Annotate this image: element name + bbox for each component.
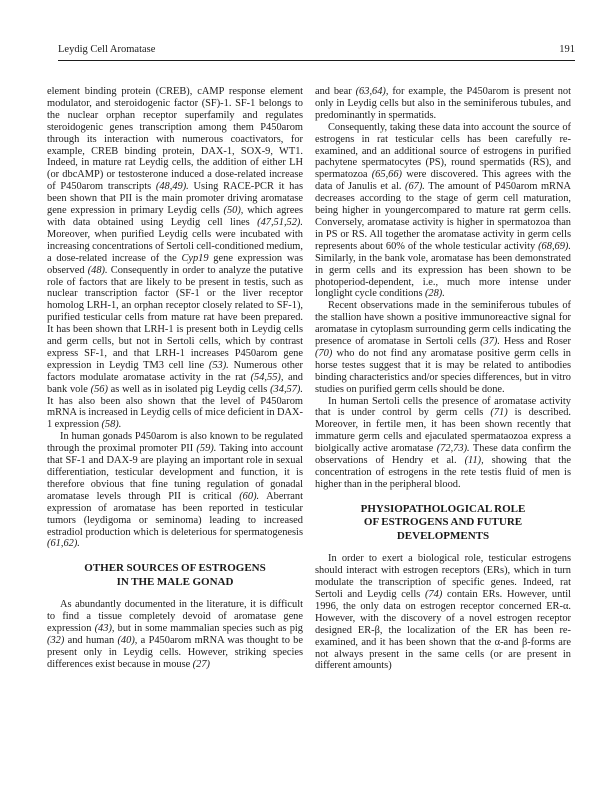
citation: (43), bbox=[94, 623, 115, 635]
text-run: In order to exert a biological role, testicular estrogens should interact with estrogen receptors (ERs), which in turn modulate the transcription of specific genes. Indeed, rat Sertoli and Leydig cells bbox=[315, 553, 571, 601]
citation: (40), bbox=[117, 635, 138, 647]
text-run: In human gonads P450arom is also known to be regulated through the proximal promoter PII bbox=[47, 431, 303, 455]
text-run: is described. Moreover, in fertile men, it has been shown recently that immature germ cells and ejaculated spermataozoa express a biolgically active aromatase bbox=[315, 407, 572, 455]
citation: (37). bbox=[480, 336, 500, 348]
citation: (67). bbox=[404, 181, 425, 193]
section-heading: PHYSIOPATHOLOGICAL ROLE OF ESTROGENS AND FUTURE DEVELOPMENTS bbox=[360, 502, 526, 542]
citation: (28). bbox=[424, 288, 445, 300]
text-run: In human Sertoli cells the presence of aromatase activity that is under control by germ cells bbox=[315, 395, 571, 419]
text-run: element binding protein (CREB), cAMP response element modulator, and steroidogenic factor (SF)-1. SF-1 belongs to the nuclear orphan receptor superfamily and regulates steroidogenic genes transcription among them P450arom through its interaction with numerous coactivators, for example, CREB binding protein, DAX-1, SOX-9, WT1. Indeed, in mature rat Leydig cells, the addition of either LH (or dbcAMP) or testosterone induced a dose-related increase of P450arom transcripts bbox=[47, 86, 303, 193]
paragraph bbox=[47, 431, 303, 550]
paragraph bbox=[315, 553, 571, 672]
text-run: As abundantly documented in the literature, it is difficult to find a tissue completely devoid of aromatase gene expression bbox=[47, 599, 303, 635]
citation: (54,55), bbox=[250, 371, 284, 383]
citation: (48). bbox=[87, 264, 108, 276]
body-columns bbox=[47, 86, 571, 672]
text-run: These data confirm the observations of Hendry et al. bbox=[315, 443, 571, 467]
text-run: Consequently, taking these data into account the source of estrogens in rat testicular cells has been carefully re-examined, and an additional source of estrogens in purified pachytene spermatocytes (PS), round spermatids (RS), and spermatozoa bbox=[315, 121, 571, 181]
text-run: Consequently in order to analyze the putative role of factors that are likely to be present in testis, such as nuclear transcription factor (SF-1 or the liver receptor homolog LRH-1, an orphan receptor closely related to SF-1), purified testicular cells from mature rat have been prepared. It has been shown that LRH-1 is present both in Leydig cells and germ cells, but not in Sertoli cells, which by contrast express SF-1, and that LRH-1 increases P450arom gene expression in Leydig TM3 cell line bbox=[47, 264, 303, 371]
text-run: and bank vole bbox=[47, 371, 304, 395]
text-run: gene expression was observed bbox=[47, 252, 303, 276]
text-run: who do not find any aromatase positive germ cells in horse testes suggest that it is may be related to antibodies binding characteristics and/or species differences, but in vitro studies on purified germ cells should be done. bbox=[315, 347, 571, 395]
citation: (50), bbox=[223, 205, 244, 217]
paragraph bbox=[315, 300, 571, 395]
citation: (53). bbox=[208, 359, 229, 371]
citation: (48,49). bbox=[155, 181, 189, 193]
text-run: and human bbox=[64, 635, 118, 647]
citation: (59). bbox=[196, 443, 217, 455]
citation: (68,69). bbox=[538, 240, 571, 252]
citation: (65,66) bbox=[371, 169, 403, 181]
citation: (27) bbox=[192, 658, 210, 670]
page-number: 191 bbox=[559, 44, 575, 55]
citation: (34,57). bbox=[270, 383, 303, 395]
paragraph bbox=[315, 122, 571, 301]
citation: (63,64), bbox=[355, 86, 389, 97]
citation: (47,51,52). bbox=[257, 216, 303, 228]
paragraph bbox=[315, 86, 571, 122]
paragraph bbox=[47, 599, 303, 670]
text-run: showing that the concentration of estrogens in the rete testis fluid of men is higher than in the peripheral blood. bbox=[315, 455, 571, 490]
citation: Cyp19 bbox=[181, 252, 209, 264]
text-run: The amount of P450arom mRNA decreases according to the stage of germ cell maturation, being higher in youngercompared to mature rat germ cells. Conversely, aromatase activity is higher in spermatozoa than in PS or RS. All together the aromatase activity in germ cells represents about 60% of the whole testicular activity bbox=[315, 181, 571, 252]
text-run: Recent observations made in the seminiferous tubules of the stallion have shown a positive immunoreactive signal for aromatase in cytoplasm surrounding germ cells indicating the presence of aromatase in Sertoli cells bbox=[315, 300, 571, 348]
citation: (60). bbox=[239, 490, 260, 502]
text-run: which agrees with data obtained using Leydig cell lines bbox=[47, 205, 303, 228]
text-run: contain ERs. However, until 1996, the only data on estrogen receptor concerned ER-α. However, with the discovery of a novel estrogen receptor designed ER-β, the localization of the ER has been re-examined, and it has been shown that the α-and β-forms are not always present in the same cells (or are present in different amounts) bbox=[315, 589, 571, 672]
text-run: Similarly, in the bank vole, aromatase has been demonstrated in germ cells and its expression has been shown to be photoperiod-dependent, i.e., much more intense under longlight cycle conditions bbox=[315, 252, 571, 300]
paragraph bbox=[47, 86, 303, 431]
column-right bbox=[315, 86, 571, 672]
text-run: for example, the P450arom is present not only in Leydig cells but also in the seminiferous tubules, and predominantly in spermatids. bbox=[315, 86, 571, 121]
text-run: but in some mammalian species such as pig bbox=[114, 623, 303, 635]
running-title: Leydig Cell Aromatase bbox=[58, 44, 156, 55]
citation: (70) bbox=[315, 347, 333, 359]
text-run: Hess and Roser bbox=[499, 336, 571, 348]
text-run: a P450arom mRNA was thought to be present only in Leydig cells. However, striking species differences exist because in mouse bbox=[47, 635, 303, 670]
citation: (32) bbox=[47, 635, 65, 647]
citation: (11), bbox=[464, 455, 484, 467]
column-left bbox=[47, 86, 303, 672]
running-header bbox=[58, 44, 575, 61]
text-run: Numerous other factors modulate aromatase activity in the rat bbox=[47, 359, 303, 383]
text-run: and bear bbox=[315, 86, 356, 97]
text-run: as well as in isolated pig Leydig cells bbox=[107, 383, 271, 395]
text-run: Using RACE-PCR it has been shown that PII is the main promoter driving aromatase gene expression in primary Leydig cells bbox=[47, 181, 303, 217]
section-heading: OTHER SOURCES OF ESTROGENS IN THE MALE GONAD bbox=[84, 562, 266, 588]
text-run: Moreover, when purified Leydig cells were incubated with increasing concentrations of Sertoli cell-conditioned medium, a dose-related increase of the bbox=[47, 228, 303, 264]
citation: (72,73). bbox=[436, 443, 470, 455]
text-run: Aberrant expression of aromatase has been reported in testicular tumors (leydigoma or seminoma) leading to increased estradiol production which is deleterious for spermatogenesis bbox=[47, 490, 304, 538]
text-run: Taking into account that SF-1 and DAX-9 are playing an important role in sexual differentiation, testicular development and function, it is therefore obvious that fine tuning regulation of gonadal aromatase levels through PII is critical bbox=[47, 443, 303, 502]
citation: (71) bbox=[490, 407, 508, 419]
citation: (56) bbox=[90, 383, 108, 395]
citation: (61,62). bbox=[47, 538, 80, 550]
text-run: were discovered. This agrees with the data of Janulis et al. bbox=[315, 169, 572, 193]
citation: (74) bbox=[425, 589, 443, 601]
text-run: It has also been also shown that the level of P450arom mRNA is increased in Leydig cells of mice deficient in DAX-1 expression bbox=[47, 395, 303, 431]
paragraph bbox=[315, 396, 571, 491]
citation: (58). bbox=[101, 419, 122, 431]
